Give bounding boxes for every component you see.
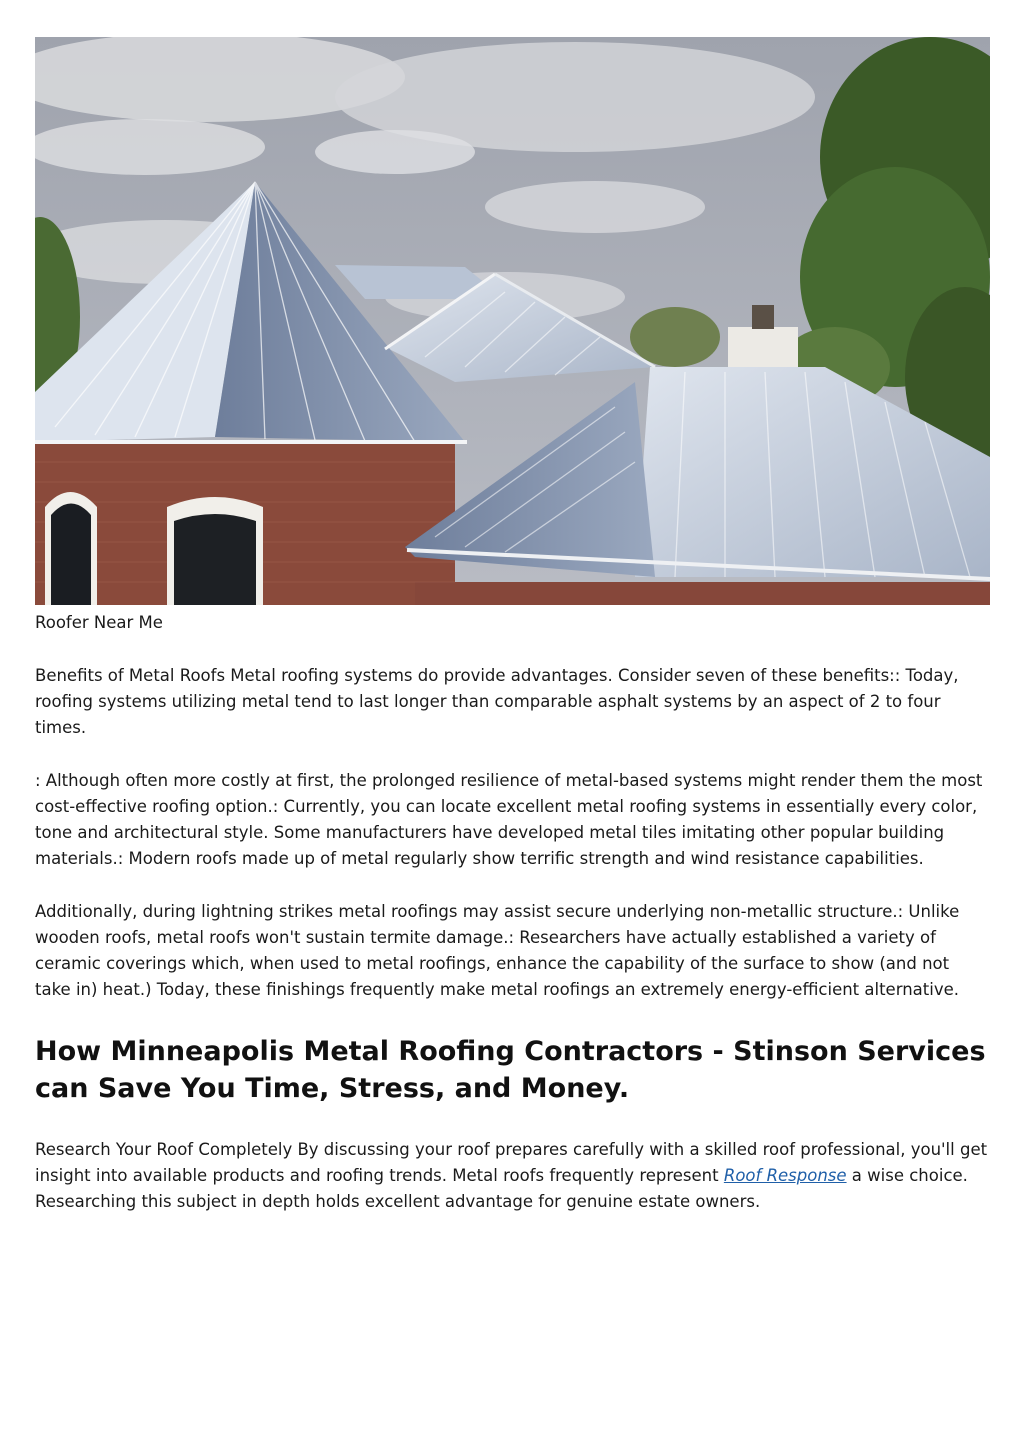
paragraph-benefits: Benefits of Metal Roofs Metal roofing systems do provide advantages. Consider seven of these benefits:: Today, roofing systems utilizing metal tend to last longer than comparable asphalt systems by an aspect of 2 to four times.	[35, 666, 959, 737]
cloud	[35, 119, 265, 175]
cloud	[485, 181, 705, 233]
paragraph-research-text-end: a wise choice. Researching this subject in depth holds excellent advantage for genuine estate owners.	[35, 1166, 968, 1211]
chimney	[728, 327, 798, 372]
brick-wall-right	[415, 582, 990, 605]
paragraph-cost: : Although often more costly at first, the prolonged resilience of metal-based systems might render them the most cost-effective roofing option.: Currently, you can locate excellent metal roofing systems in essentially every color, tone and architectural style. Some manufacturers have developed metal tiles imitating other popular building materials.: Modern roofs made up of metal regularly show terrific strength and wind resistance capabilities.	[35, 771, 983, 868]
hero-photo-metal-roof	[35, 37, 990, 605]
page-content	[35, 37, 990, 1215]
roof-response-link[interactable]: Roof Response	[723, 1166, 847, 1185]
paragraph-lightning: Additionally, during lightning strikes metal roofings may assist secure underlying non-metallic structure.: Unlike wooden roofs, metal roofs won't sustain termite damage.: Researchers have actually established a variety of ceramic coverings which, when used to metal roofings, enhance the capability of the surface to show (and not take in) heat.) Today, these finishings frequently make metal roofings an extremely energy-efficient alternative.	[35, 902, 960, 999]
paragraph-research-text-start: Research Your Roof Completely By discussing your roof prepares carefully with a skilled roof professional, you'll get insight into available products and roofing trends. Metal roofs frequently represent	[35, 1140, 988, 1185]
image-caption: Roofer Near Me	[35, 613, 163, 632]
paragraph-research	[35, 1137, 990, 1215]
section-heading: How Minneapolis Metal Roofing Contractors - Stinson Services can Save You Time, Stress, and Money.	[35, 1036, 986, 1104]
tree	[630, 307, 720, 367]
cloud	[315, 130, 475, 174]
